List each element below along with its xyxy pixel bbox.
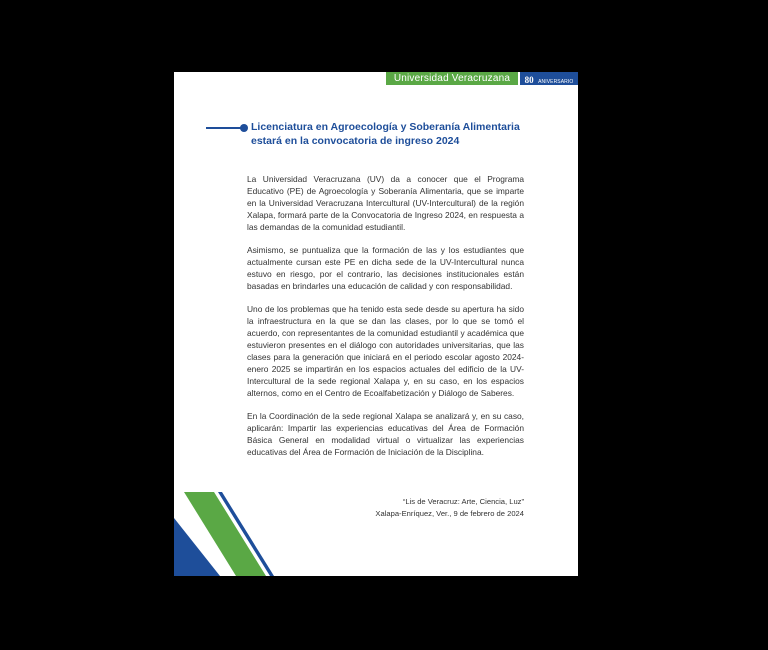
paragraph-2: Asimismo, se puntualiza que la formación de las y los estudiantes que actualmente cursan este PE en dicha sede de la UV-Intercultural nunca estuvo en riesgo, por el contrario, las decisiones institucionales están basadas en brindarles una educación de calidad y con responsabilidad. [247, 245, 524, 291]
signature-block [324, 496, 524, 520]
document-page [174, 72, 578, 576]
header-bar [174, 72, 578, 85]
title-bullet-dot [240, 124, 248, 132]
corner-stripes-decoration [174, 492, 274, 576]
place-date: Xalapa-Enríquez, Ver., 9 de febrero de 2024 [375, 509, 524, 518]
article-title: Licenciatura en Agroecología y Soberanía Alimentaria estará en la convocatoria de ingreso 2024 [251, 121, 520, 147]
motto: “Lis de Veracruz: Arte, Ciencia, Luz” [402, 497, 524, 506]
paragraph-1: La Universidad Veracruzana (UV) da a conocer que el Programa Educativo (PE) de Agroecología y Soberanía Alimentaria, que se imparte en la Universidad Veracruzana Intercultural (UV-Intercultural) de la región Xalapa, formará parte de la Convocatoria de Ingreso 2024, en respuesta a las demandas de la comunidad estudiantil. [247, 174, 524, 232]
title-bullet-line [206, 127, 244, 129]
article-body [247, 173, 524, 469]
paragraph-3: Uno de los problemas que ha tenido esta sede desde su apertura ha sido la infraestructura en la que se dan las clases, por lo que se tomó el acuerdo, con representantes de la comunidad estudiantil y académica que estuvieron presentes en el diálogo con autoridades universitarias, que las clases para la generación que iniciará en el periodo escolar agosto 2024-enero 2025 se impartirán en los espacios actuales del edificio de la UV-Intercultural de la sede regional Xalapa y, en su caso, en los espacios alternos, como en el Centro de Ecoalfabetización y Diálogo de Saberes. [247, 304, 524, 398]
anniversary-number: 80 [524, 75, 534, 85]
anniversary-badge [520, 72, 578, 85]
anniversary-label: ANIVERSARIO [538, 79, 574, 85]
university-name-band: Universidad Veracruzana [386, 72, 518, 85]
paragraph-4: En la Coordinación de la sede regional Xalapa se analizará y, en su caso, aplicarán: Impartir las experiencias educativas del Área de Formación Básica General en modalidad virtual o virtualizar las experiencias educativas del Área de Formación de Iniciación de la Disciplina. [247, 411, 524, 457]
